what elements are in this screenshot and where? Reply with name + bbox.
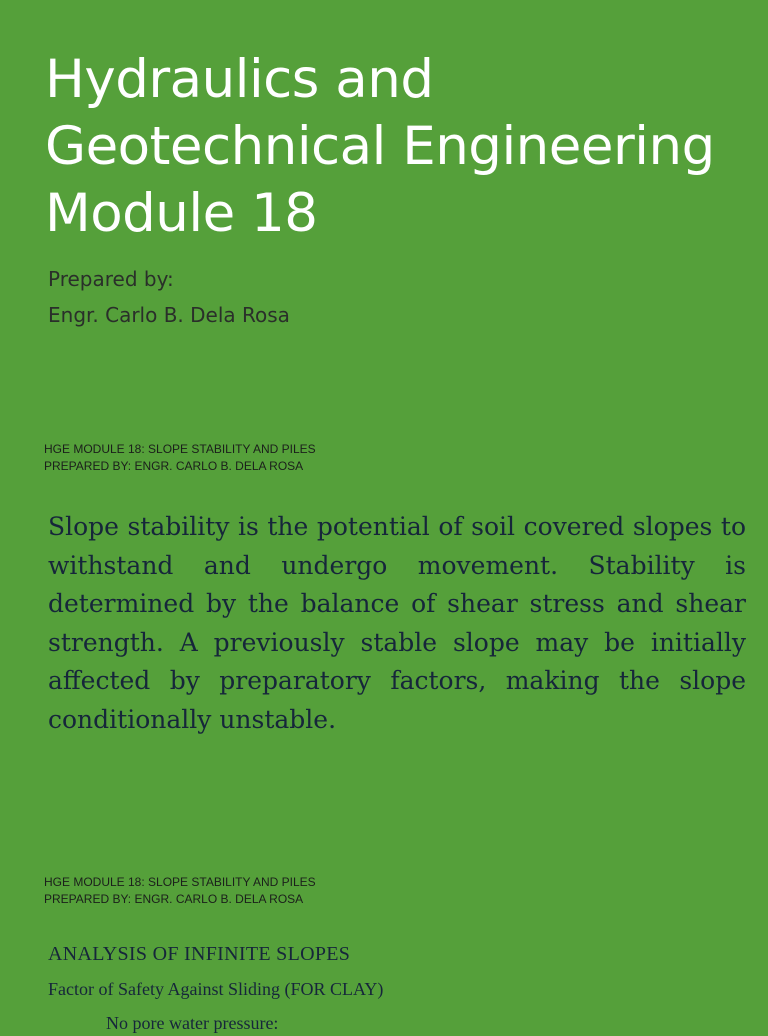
slide-header-module: HGE MODULE 18: SLOPE STABILITY AND PILES	[44, 442, 316, 456]
slope-stability-definition: Slope stability is the potential of soil covered slopes to withstand and undergo movement. Stability is determined by the balance of shear stress and shear strength. A previously stable slope may be initially affected by preparatory factors, making the slope conditionally unstable.	[48, 512, 746, 734]
section-subtitle: Factor of Safety Against Sliding (FOR CLAY)	[48, 979, 384, 999]
author-name: Engr. Carlo B. Dela Rosa	[48, 303, 290, 327]
section-title: ANALYSIS OF INFINITE SLOPES	[48, 943, 351, 965]
module-title-line-1: Hydraulics and	[45, 49, 434, 110]
bullet-item: No pore water pressure:	[106, 1013, 279, 1033]
module-title-line-2: Geotechnical Engineering	[45, 116, 715, 177]
module-title	[45, 46, 760, 247]
prepared-by-label: Prepared by:	[48, 267, 174, 291]
module-title-line-3: Module 18	[45, 183, 318, 244]
slide-header-module: HGE MODULE 18: SLOPE STABILITY AND PILES	[44, 875, 316, 889]
slide-header-author: PREPARED BY: ENGR. CARLO B. DELA ROSA	[44, 892, 304, 906]
title-slide	[0, 0, 768, 400]
slide-header-author: PREPARED BY: ENGR. CARLO B. DELA ROSA	[44, 459, 304, 473]
slide-header	[44, 441, 316, 475]
slide-header	[44, 874, 316, 908]
